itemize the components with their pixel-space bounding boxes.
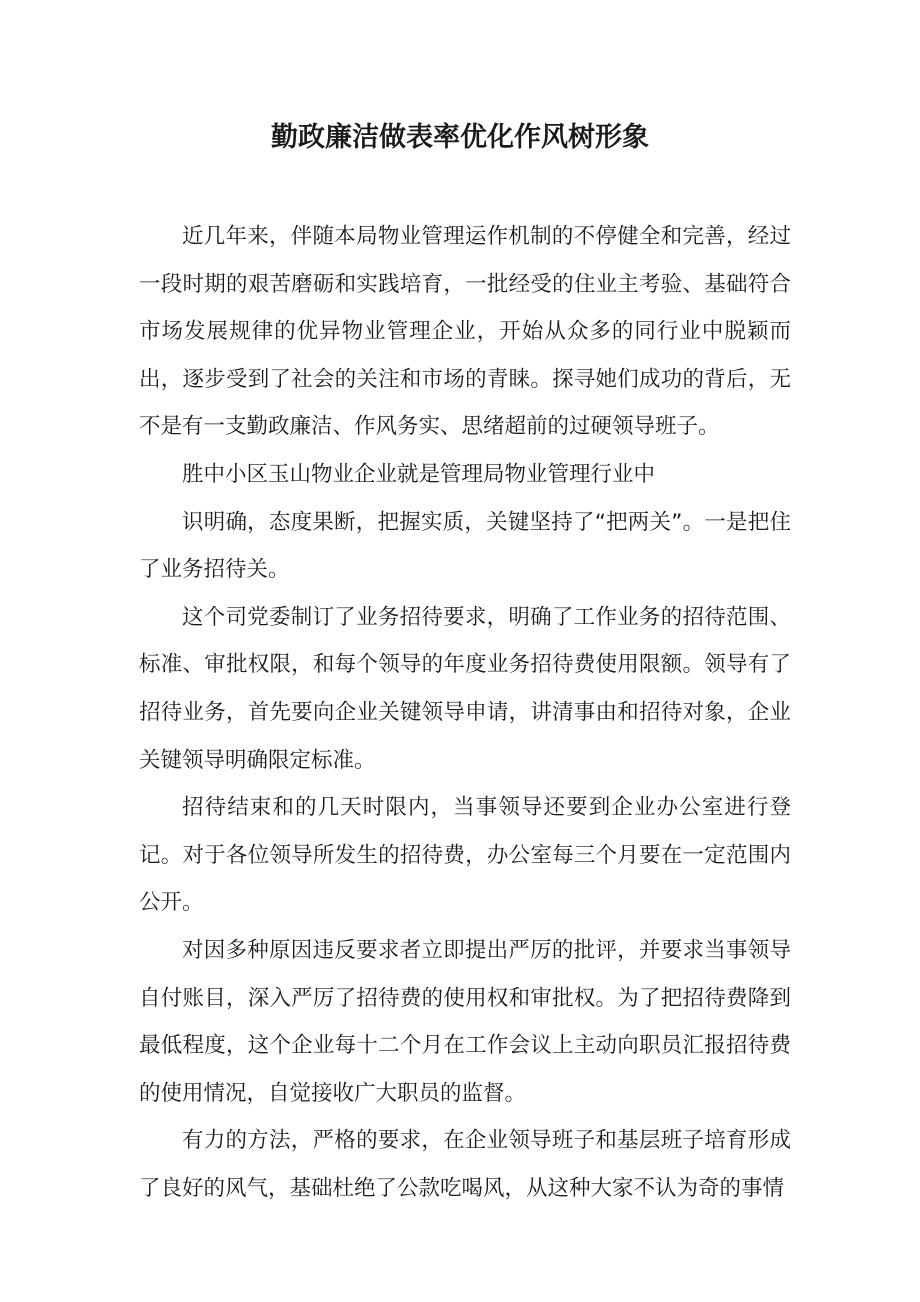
paragraph-3: 识明确，态度果断，把握实质，关键坚持了“把两关”。一是把住了业务招待关。 (139, 509, 791, 583)
paragraph-7: 有力的方法，严格的要求，在企业领导班子和基层班子培育形成了良好的风气，基础杜绝了公款吃喝风，从这种大家不认为奇的事情 (139, 1128, 791, 1201)
document-title: 勤政廉洁做表率优化作风树形象 (271, 122, 649, 153)
document-body (139, 213, 791, 1212)
paragraph-2: 胜中小区玉山物业企业就是管理局物业管理行业中 (182, 461, 656, 487)
paragraph-4: 这个司党委制订了业务招待要求，明确了工作业务的招待范围、标准、审批权限，和每个领导的年度业务招待费使用限额。领导有了招待业务，首先要向企业关键领导申请，讲清事由和招待对象，企业关键领导明确限定标准。 (139, 604, 791, 773)
paragraph-6: 对因多种原因违反要求者立即提出严厉的批评，并要求当事领导自付账目，深入严厉了招待费的使用权和审批权。为了把招待费降到最低程度，这个企业每十二个月在工作会议上主动向职员汇报招待费的使用情况，自觉接收广大职员的监督。 (139, 937, 791, 1106)
paragraph-1: 近几年来，伴随本局物业管理运作机制的不停健全和完善，经过一段时期的艰苦磨砺和实践培育，一批经受的住业主考验、基础符合市场发展规律的优异物业管理企业，开始从众多的同行业中脱颖而出，逐步受到了社会的关注和市场的青睐。探寻她们成功的背后，无不是有一支勤政廉洁、作风务实、思绪超前的过硬领导班子。 (139, 224, 791, 440)
paragraph-5: 招待结束和的几天时限内，当事领导还要到企业办公室进行登记。对于各位领导所发生的招待费，办公室每三个月要在一定范围内公开。 (139, 795, 791, 916)
